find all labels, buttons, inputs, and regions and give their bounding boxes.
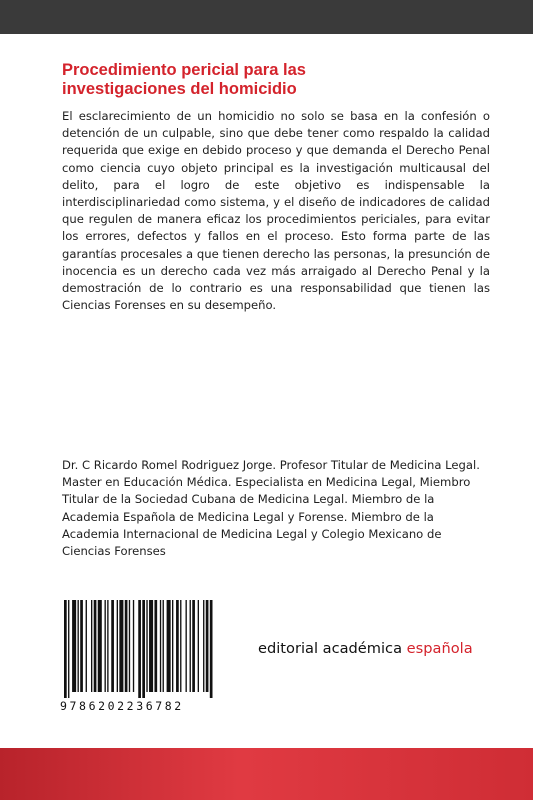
barcode-bar <box>117 600 118 692</box>
barcode-bar <box>119 600 123 692</box>
barcode-bar <box>111 600 114 692</box>
barcode-bar <box>125 600 128 692</box>
barcode-bar <box>133 600 134 692</box>
barcode-bar <box>86 600 87 692</box>
barcode-bar <box>142 600 145 698</box>
barcode-bar <box>203 600 204 692</box>
barcode-bar <box>94 600 97 692</box>
barcode-bar <box>176 600 179 692</box>
bottom-band <box>0 748 533 800</box>
book-title-line-2: investigaciones del homicidio <box>62 80 297 98</box>
barcode-bar <box>149 600 153 692</box>
barcode-bar <box>190 600 191 692</box>
barcode-bar <box>198 600 199 692</box>
barcode-bar <box>192 600 195 692</box>
barcode-bar <box>80 600 83 692</box>
barcode-bar <box>206 600 209 692</box>
barcode-bar <box>72 600 76 692</box>
book-abstract: El esclarecimiento de un homicidio no solo se basa en la confesión o detención de un culpable, sino que debe tener como respaldo la calidad requerida que exige en debido proceso y que demanda el Derecho Penal como ciencia cuyo objeto principal es la investigación multicausal del delito, para el logro de este objetivo es indispensable la interdisciplinariedad como sistema, y el diseño de indicadores de calidad que regulen de manera eficaz los procedimientos periciales, para evitar los errores, defectos y fallos en el proceso. Esto forma parte de las garantías procesales a que tienen derecho las personas, la presunción de inocencia es un derecho cada vez más arraigado al Derecho Penal y la demostración de lo contrario es una responsabilidad que tienen las Ciencias Forenses en su desempeño. <box>62 109 490 313</box>
isbn-barcode <box>56 598 246 714</box>
barcode-bar <box>98 600 102 692</box>
barcode-bar <box>68 600 69 698</box>
barcode-bar <box>107 600 108 692</box>
publisher-name-accent: española <box>406 640 473 657</box>
barcode-bar <box>160 600 161 692</box>
barcode-bar <box>180 600 181 692</box>
author-bio: Dr. C Ricardo Romel Rodriguez Jorge. Profesor Titular de Medicina Legal. Master en Educación Médica. Especialista en Medicina Legal, Miembro Titular de la Sociedad Cubana de Medicina Legal. Miembro de la Academia Española de Medicina Legal y Forense. Miembro de la Academia Internacional de Medicina Legal y Colegio Mexicano de Ciencias Forenses <box>62 458 480 559</box>
book-title <box>62 61 482 99</box>
publisher-logo <box>258 640 473 657</box>
barcode-bar <box>172 600 173 692</box>
book-title-line-1: Procedimiento pericial para las <box>62 61 306 79</box>
barcode-bar <box>146 600 147 692</box>
isbn-number: 9786202236782 <box>60 699 184 713</box>
barcode-bar <box>64 600 67 698</box>
publisher-name: editorial académica <box>258 640 407 657</box>
barcode-bar <box>78 600 79 692</box>
barcode-bar <box>138 600 141 698</box>
barcode-bar <box>129 600 130 692</box>
barcode-bars <box>56 598 246 698</box>
barcode-bar <box>167 600 171 692</box>
top-band <box>0 0 533 34</box>
barcode-bar <box>154 600 157 692</box>
barcode-bar <box>91 600 92 692</box>
barcode-bar <box>163 600 164 692</box>
barcode-bar <box>105 600 106 692</box>
barcode-bar <box>210 600 213 698</box>
barcode-bar <box>186 600 187 692</box>
